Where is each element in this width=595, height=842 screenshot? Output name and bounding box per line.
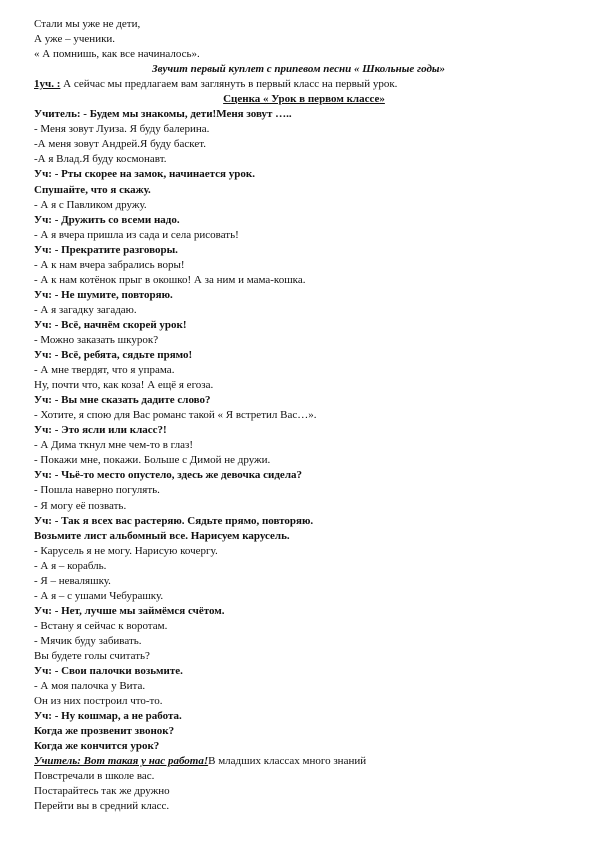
- text-line: - Можно заказать шкурок?: [34, 333, 159, 346]
- text-line: Уч: - Всё, начнём скорей урок!: [34, 318, 187, 331]
- text-line: Уч: - Ну кошмар, а не работа.: [34, 710, 182, 723]
- speaker-label: Учитель: Вот такая у нас работа!: [34, 755, 209, 768]
- text-line: - Мячик буду забивать.: [34, 634, 142, 647]
- text-line: -А я Влад.Я буду космонавт.: [34, 153, 167, 166]
- document-page: [34, 17, 574, 814]
- text-line: Перейти вы в средний класс.: [34, 800, 170, 813]
- text-line: - А Дима ткнул мне чем-то в глаз!: [34, 439, 194, 452]
- text-line: - А моя палочка у Вита.: [34, 680, 146, 693]
- text-line: - А к нам котёнок прыг в окошко! А за ним и мама-кошка.: [34, 273, 306, 286]
- text-line: Уч: - Чьё-то место опустело, здесь же девочка сидела?: [34, 469, 302, 482]
- text-line: Уч: - Прекратите разговоры.: [34, 243, 178, 256]
- text-line: Ну, почти что, как коза! А ещё я егоза.: [34, 379, 214, 392]
- text-line: - А я – с ушами Чебурашку.: [34, 589, 164, 602]
- text-line: Уч: - Всё, ребята, сядьте прямо!: [34, 349, 193, 362]
- text-line: Он из них построил что-то.: [34, 695, 163, 708]
- text-line: « А помнишь, как все начиналось».: [34, 48, 200, 61]
- text-line: А уже – ученики.: [34, 33, 116, 46]
- speaker-label: 1уч. :: [34, 78, 61, 91]
- text-line: Уч: - Рты скорее на замок, начинается урок.: [34, 168, 255, 181]
- text-line: Вы будете голы считать?: [34, 649, 150, 662]
- line-text: А сейчас мы предлагаем вам заглянуть в первый класс на первый урок.: [60, 78, 398, 91]
- text-line: Спушайте, что я скажу.: [34, 183, 151, 196]
- text-line: Уч: - Нет, лучше мы займёмся счётом.: [34, 604, 225, 617]
- text-line: - Я – неваляшку.: [34, 574, 111, 587]
- text-line: - А я с Павликом дружу.: [34, 198, 147, 211]
- line-text: В младших классах много знаний: [208, 755, 367, 768]
- text-line: - Я могу её позвать.: [34, 499, 127, 512]
- text-line: Уч: - Так я всех вас растеряю. Сядьте прямо, повторяю.: [34, 514, 314, 527]
- scene-title: Сценка « Урок в первом классе»: [223, 93, 385, 106]
- text-line: - А я вчера пришла из сада и села рисовать!: [34, 228, 239, 241]
- text-line: Уч: - Это ясли или класс?!: [34, 424, 167, 437]
- text-line: - А мне твердят, что я упрама.: [34, 364, 175, 377]
- text-line: Повстречали в школе вас.: [34, 770, 155, 783]
- text-line: Уч: - Дружить со всеми надо.: [34, 213, 180, 226]
- text-line: Когда же кончится урок?: [34, 740, 160, 753]
- text-line: Постарайтесь так же дружно: [34, 785, 170, 798]
- text-line: Уч: - Вы мне сказать дадите слово?: [34, 394, 211, 407]
- text-line: -А меня зовут Андрей.Я буду баскет.: [34, 138, 206, 151]
- text-line: [34, 754, 574, 769]
- text-line: - Меня зовут Луиза. Я буду балерина.: [34, 123, 210, 136]
- text-line: - А я – корабль.: [34, 559, 107, 572]
- text-line: - Встану я сейчас к воротам.: [34, 619, 168, 632]
- text-line: Возьмите лист альбомный все. Нарисуем карусель.: [34, 529, 290, 542]
- text-line: [34, 77, 574, 92]
- text-line: - А я загадку загадаю.: [34, 303, 137, 316]
- text-line: Уч: - Свои палочки возьмите.: [34, 665, 183, 678]
- text-line: Уч: - Не шумите, повторяю.: [34, 288, 173, 301]
- text-line: - Хотите, я спою для Вас романс такой « Я встретил Вас…».: [34, 409, 317, 422]
- text-line: - Карусель я не могу. Нарисую кочергу.: [34, 544, 218, 557]
- text-line: Когда же прозвенит звонок?: [34, 725, 175, 738]
- text-line: Учитель: - Будем мы знакомы, дети!Меня зовут …..: [34, 108, 292, 121]
- text-line: - Пошла наверно погулять.: [34, 484, 160, 497]
- text-line: - А к нам вчера забрались воры!: [34, 258, 185, 271]
- text-line: Стали мы уже не дети,: [34, 18, 141, 30]
- stage-direction: Звучит первый куплет с припевом песни « Школьные годы»: [152, 63, 446, 76]
- text-line: - Покажи мне, покажи. Больше с Димой не дружи.: [34, 454, 271, 467]
